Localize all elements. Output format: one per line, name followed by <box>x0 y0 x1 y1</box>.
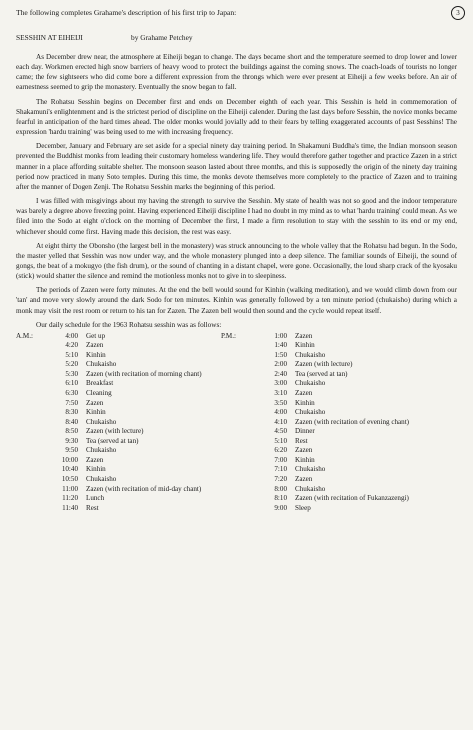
schedule-time: 3:00 <box>274 379 287 388</box>
schedule-row <box>255 408 451 418</box>
paragraph: The periods of Zazen were forty minutes. At the end the bell would sound for Kinhin (walking meditation), and we would climb down from our 'tan' and move very slowly around the dark Sodo for ten minutes. Kinhin was generally followed by a ten minute period (chukaisho) during which a monk may visit the rest room or return to his tan for Zazen. The Zazen bell would then sound and the cycle would repeat itself. <box>16 286 457 315</box>
schedule-row <box>255 379 451 389</box>
schedule-row <box>46 456 221 466</box>
daily-schedule <box>16 332 457 513</box>
schedule-row <box>255 456 451 466</box>
schedule-activity: Chukaisho <box>295 379 326 388</box>
schedule-pm-column <box>221 332 451 513</box>
schedule-time: 5:30 <box>65 369 78 378</box>
schedule-time: 9:50 <box>65 446 78 455</box>
schedule-time: 1:40 <box>274 341 287 350</box>
schedule-row <box>46 341 221 351</box>
schedule-row <box>255 465 451 475</box>
schedule-activity: Zazen <box>295 389 313 398</box>
schedule-time: 3:10 <box>274 389 287 398</box>
schedule-row <box>255 504 451 514</box>
schedule-time: 4:20 <box>65 341 78 350</box>
schedule-row <box>255 446 451 456</box>
schedule-activity: Chukaisho <box>295 465 326 474</box>
schedule-time: 11:20 <box>62 494 78 503</box>
schedule-activity: Zazen <box>295 331 313 340</box>
schedule-activity: Zazen (with recitation of Fukanzazengi) <box>295 494 409 503</box>
schedule-activity: Zazen (with lecture) <box>295 360 353 369</box>
schedule-activity: Kinhin <box>86 350 106 359</box>
schedule-row <box>46 446 221 456</box>
schedule-activity: Get up <box>86 331 106 340</box>
schedule-time: 2:40 <box>274 369 287 378</box>
schedule-row <box>255 332 451 342</box>
article-title: SESSHIN AT EIHEIJI <box>16 33 83 42</box>
schedule-time: 1:50 <box>274 350 287 359</box>
schedule-time: 8:30 <box>65 408 78 417</box>
schedule-activity: Kinhin <box>295 455 315 464</box>
schedule-time: 10:40 <box>61 465 78 474</box>
schedule-activity: Breakfast <box>86 379 114 388</box>
schedule-time: 8:00 <box>274 484 287 493</box>
schedule-row <box>255 351 451 361</box>
schedule-row <box>255 437 451 447</box>
schedule-time: 11:00 <box>62 484 78 493</box>
schedule-activity: Zazen (with recitation of mid-day chant) <box>86 484 202 493</box>
schedule-row <box>255 389 451 399</box>
schedule-row <box>46 370 221 380</box>
article-byline: by Grahame Petchey <box>131 33 193 42</box>
schedule-activity: Zazen <box>86 455 104 464</box>
paragraph: December, January and February are set aside for a special ninety day training period. In Shakamuni Buddha's time, the Indian monsoon season prevented the Buddhist monks from leading their customary homeless wandering life. They would therefore gather together and practice Zazen in a strict manner in a place affording suitable shelter. The monsoon season lasted about three months, and this is supposedly the origin of the ninety day training period now practiced in many Soto temples. During this time, the monks devote themselves more completely to the practice of Zazen and to training after the manner of Dogen Zenji. The Rohatsu Sesshin marks the beginning of this period. <box>16 142 457 191</box>
schedule-activity: Zazen <box>295 474 313 483</box>
schedule-row <box>46 389 221 399</box>
schedule-activity: Chukaisho <box>86 474 117 483</box>
schedule-row <box>255 360 451 370</box>
schedule-time: 6:20 <box>274 446 287 455</box>
schedule-activity: Chukaisho <box>86 417 117 426</box>
schedule-time: 7:00 <box>274 455 287 464</box>
schedule-row <box>255 475 451 485</box>
schedule-activity: Chukaisho <box>295 408 326 417</box>
schedule-activity: Chukaisho <box>86 446 117 455</box>
am-label: A.M.: <box>16 331 33 340</box>
schedule-activity: Tea (served at tan) <box>86 436 139 445</box>
schedule-activity: Chukaisho <box>86 360 117 369</box>
schedule-time: 7:20 <box>274 474 287 483</box>
schedule-activity: Zazen <box>295 446 313 455</box>
schedule-activity: Kinhin <box>295 341 315 350</box>
article-heading <box>16 33 457 43</box>
schedule-activity: Kinhin <box>86 408 106 417</box>
schedule-time: 2:00 <box>274 360 287 369</box>
schedule-activity: Dinner <box>295 427 315 436</box>
schedule-activity: Chukaisho <box>295 484 326 493</box>
pm-label: P.M.: <box>221 331 236 340</box>
schedule-time: 4:10 <box>274 417 287 426</box>
paragraph: At eight thirty the Obonsho (the largest bell in the monastery) was struck announcing to the whole valley that the Rohatsu had begun. In the Sodo, the master yelled that Sesshin was now under way, and the whole monastery plunged into a deep silence. The familiar sounds of Eiheiji, the sound of gongs, the beat of a mokugyo (the fish drum), or the sound of chanting in a distant chapel, were gone. Occasionally, the loud sharp crack of the kyosaku (stick) would shatter the silence and remind the motionless monks not to give in to sleepiness. <box>16 241 457 281</box>
pm-rows <box>255 332 451 513</box>
schedule-row <box>46 408 221 418</box>
schedule-row <box>255 485 451 495</box>
schedule-time: 9:00 <box>274 503 287 512</box>
schedule-time: 7:10 <box>274 465 287 474</box>
schedule-time: 3:50 <box>274 398 287 407</box>
schedule-activity: Zazen (with lecture) <box>86 427 144 436</box>
schedule-activity: Rest <box>86 503 99 512</box>
schedule-time: 1:00 <box>274 331 287 340</box>
schedule-time: 5:20 <box>65 360 78 369</box>
schedule-intro: Our daily schedule for the 1963 Rohatsu sesshin was as follows: <box>36 320 222 329</box>
schedule-row <box>46 427 221 437</box>
schedule-activity: Cleaning <box>86 389 112 398</box>
schedule-activity: Lunch <box>86 494 105 503</box>
schedule-time: 6:10 <box>65 379 78 388</box>
schedule-activity: Tea (served at tan) <box>295 369 348 378</box>
schedule-time: 6:30 <box>65 389 78 398</box>
schedule-row <box>46 494 221 504</box>
schedule-row <box>46 332 221 342</box>
schedule-time: 9:30 <box>65 436 78 445</box>
schedule-row <box>46 465 221 475</box>
schedule-time: 8:10 <box>274 494 287 503</box>
page-number-badge: 3 <box>451 6 465 20</box>
schedule-row <box>46 485 221 495</box>
schedule-row <box>255 494 451 504</box>
schedule-activity: Sleep <box>295 503 311 512</box>
schedule-row <box>255 341 451 351</box>
schedule-time: 10:00 <box>61 455 78 464</box>
intro-line: The following completes Grahame's description of his first trip to Japan: <box>16 8 237 17</box>
schedule-time: 8:40 <box>65 417 78 426</box>
schedule-row <box>46 475 221 485</box>
schedule-row <box>46 399 221 409</box>
schedule-activity: Rest <box>295 436 308 445</box>
schedule-time: 7:50 <box>65 398 78 407</box>
schedule-time: 5:10 <box>65 350 78 359</box>
schedule-row <box>46 504 221 514</box>
paragraph: I was filled with misgivings about my having the strength to survive the Sesshin. My state of health was not so good and the indoor temperature was barely a degree above freezing point. Having experienced Eiheiji discipline I had no doubt in my mind as to what 'hardu training' could mean. As we filed into the Sodo at eight o'clock on the morning of December the first, I made a firm resolution to stay with the sesshin to its end or my end, whichever should come first. Having made this decision, the rest was easy. <box>16 197 457 236</box>
schedule-row <box>255 427 451 437</box>
schedule-activity: Kinhin <box>86 465 106 474</box>
schedule-row <box>255 370 451 380</box>
schedule-row <box>46 360 221 370</box>
schedule-activity: Zazen (with recitation of morning chant) <box>86 369 202 378</box>
paragraph: As December drew near, the atmosphere at Eiheiji began to change. The days became short and the temperature seemed to drop lower and lower each day. Workmen erected high snow barriers of heavy wood to protect the buildings against the coming snows. The coach-loads of tourists no longer came; the few sightseers who did come bore a different expression from the throngs which were ever present at Eiheiji a few weeks before. An air of earnestness seemed to grip the monastery. Eventually the snow began to fall. <box>16 53 457 92</box>
schedule-time: 4:50 <box>274 427 287 436</box>
schedule-row <box>46 351 221 361</box>
schedule-time: 11:40 <box>62 503 78 512</box>
schedule-time: 5:10 <box>274 436 287 445</box>
schedule-am-column <box>16 332 221 513</box>
schedule-time: 4:00 <box>65 331 78 340</box>
schedule-row <box>255 418 451 428</box>
schedule-time: 10:50 <box>61 474 78 483</box>
schedule-time: 8:50 <box>65 427 78 436</box>
schedule-row <box>46 379 221 389</box>
schedule-row <box>46 418 221 428</box>
schedule-activity: Kinhin <box>295 398 315 407</box>
schedule-time: 4:00 <box>274 408 287 417</box>
schedule-row <box>255 399 451 409</box>
schedule-activity: Zazen (with recitation of evening chant) <box>295 417 410 426</box>
am-rows <box>46 332 221 513</box>
schedule-activity: Chukaisho <box>295 350 326 359</box>
schedule-row <box>46 437 221 447</box>
schedule-activity: Zazen <box>86 398 104 407</box>
schedule-activity: Zazen <box>86 341 104 350</box>
paragraph: The Rohatsu Sesshin begins on December first and ends on December eighth of each year. This Sesshin is held in commemoration of Shakamuni's enlightenment and is the strictest period of discipline on the Eiheiji calender. During the last days before Sesshin, the novice monks became fearful in anticipation of the hard times ahead. The older monks would jovially add to their fears by telling exaggerated accounts of past Sesshins! The expression 'hardu training' was being used to me with increasing frequency. <box>16 97 457 137</box>
